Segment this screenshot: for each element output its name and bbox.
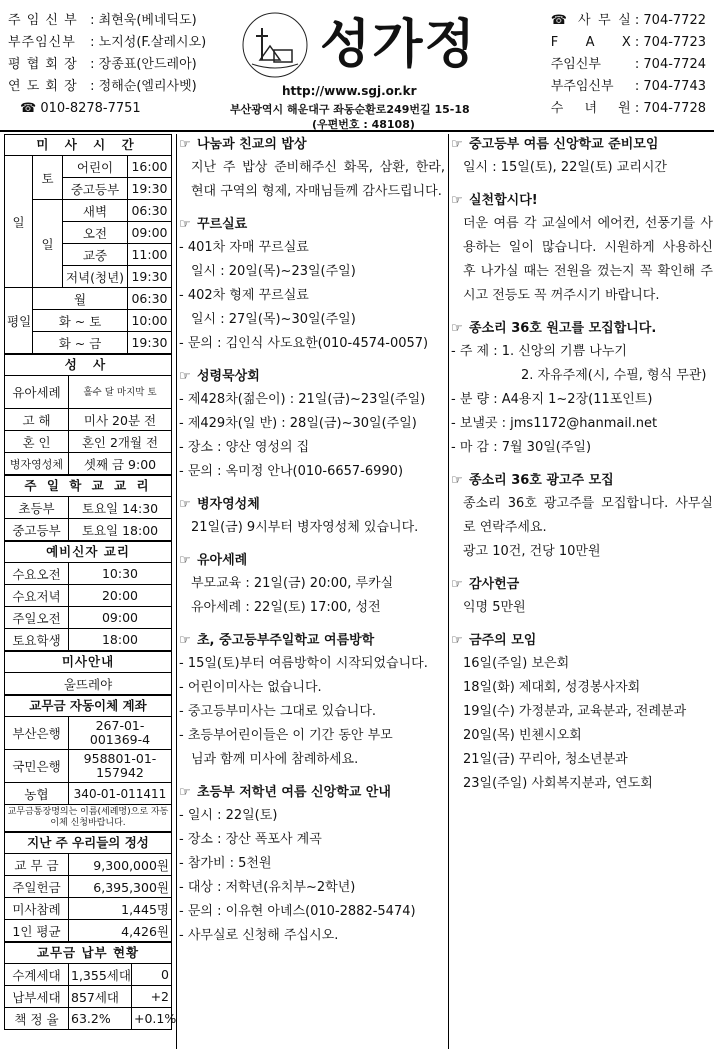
announcement-line: 일시 : 15일(토), 22일(토) 교리시간 xyxy=(463,160,667,175)
announcement-line: - 15일(토)부터 여름방학이 시작되었습니다. xyxy=(179,656,428,671)
pointing-hand-icon: ☞ xyxy=(179,217,191,232)
announcement-title xyxy=(451,190,713,212)
clergy-row: 부주임신부 : 노지성(F.살레시오) xyxy=(8,35,207,50)
pointing-hand-icon: ☞ xyxy=(179,633,191,648)
announcement-line: - 일시 : 22일(토) xyxy=(179,808,278,823)
announcement-list xyxy=(179,804,445,948)
announcement-title xyxy=(451,318,713,340)
pointing-hand-icon: ☞ xyxy=(451,633,463,648)
announcement-section xyxy=(179,366,445,484)
sacrament-table: 유아세례 홀수 달 마지막 토 고 해 미사 20분 전 혼 인 혼인 2개월 전 병자영성체 셋째 금 9:00 xyxy=(4,375,172,475)
pointing-hand-icon: ☞ xyxy=(451,193,463,208)
bulletin-title: 성가정 xyxy=(320,14,477,75)
announcement-line: 일시 : 27일(목)~30일(주일) xyxy=(191,312,356,327)
announcement-title xyxy=(179,630,445,652)
announcement-list xyxy=(179,516,445,540)
announcement-title-text: 실천합시다! xyxy=(469,193,538,208)
announcement-title-text: 초등부 저학년 여름 신앙학교 안내 xyxy=(197,785,391,800)
announcement-title-text: 초, 중고등부주일학교 여름방학 xyxy=(197,633,375,648)
announcement-section xyxy=(179,782,445,948)
announcement-title-text: 종소리 36호 광고주 모집 xyxy=(469,473,614,488)
announcement-list xyxy=(179,652,445,772)
announcement-title xyxy=(179,494,445,516)
pointing-hand-icon: ☞ xyxy=(179,785,191,800)
sunday-school-title: 주 일 학 교 교 리 xyxy=(4,475,172,496)
church-logo-icon xyxy=(240,10,310,80)
postal-code: (우편번호 : 48108) xyxy=(312,118,415,131)
announcement-line: 16일(주일) 보은회 xyxy=(463,656,570,671)
contact-row: ☎ 사 무 실 : 704-7722 xyxy=(550,13,706,28)
announcement-title xyxy=(451,134,713,156)
announcement-line: 일시 : 20일(목)~23일(주일) xyxy=(191,264,356,279)
announcement-line: - 참가비 : 5천원 xyxy=(179,856,272,871)
dues-title: 교무금 납부 현황 xyxy=(4,942,172,963)
announcement-line: 18일(화) 제대회, 성경봉사자회 xyxy=(463,680,641,695)
announcement-list xyxy=(451,652,713,796)
announcement-list xyxy=(179,572,445,620)
announcement-title-text: 유아세례 xyxy=(197,553,248,568)
announcement-title xyxy=(179,550,445,572)
announcement-line: 부모교육 : 21일(금) 20:00, 루카실 xyxy=(191,576,394,591)
announcement-title xyxy=(451,470,713,492)
announcement-line: - 주 제 : 1. 신앙의 기쁨 나누기 xyxy=(451,344,627,359)
announcement-section xyxy=(179,134,445,204)
transfer-title: 교무금 자동이체 계좌 xyxy=(4,695,172,716)
announcement-section xyxy=(451,574,713,620)
announcement-line: 유아세례 : 22일(토) 17:00, 성전 xyxy=(191,600,381,615)
announcement-line: - 401차 자매 꾸르실료 xyxy=(179,240,309,255)
announcement-title-text: 중고등부 여름 신앙학교 준비모임 xyxy=(469,137,659,152)
announcement-section xyxy=(451,318,713,460)
announcement-line: - 제429차(일 반) : 28일(금)~30일(주일) xyxy=(179,416,417,431)
announcement-body: 광고 10건, 건당 10만원 xyxy=(463,544,601,559)
announcement-line: 19일(수) 가정분과, 교육분과, 전례분과 xyxy=(463,704,687,719)
mass-guide-title: 미사안내 xyxy=(4,651,172,672)
catechumen-title: 예비신자 교리 xyxy=(4,541,172,562)
announcement-list xyxy=(451,596,713,620)
contact-row: 수 녀 원 : 704-7728 xyxy=(550,101,706,116)
contact-row: 부주임신부 : 704-7743 xyxy=(550,79,706,94)
pointing-hand-icon: ☞ xyxy=(451,321,463,336)
announcement-line[interactable]: - 문의 : 옥미정 안나(010-6657-6990) xyxy=(179,464,404,479)
announcement-body: 지난 주 밥상 준비해주신 화목, 삼환, 한라, 현대 구역의 형제, 자매님들께 감사드립니다. xyxy=(191,160,445,199)
announcement-section xyxy=(451,134,713,180)
announcement-title-text: 병자영성체 xyxy=(197,497,260,512)
announcement-line: - 초등부어린이들은 이 기간 동안 부모 xyxy=(179,728,393,743)
announcement-line: 20일(목) 빈첸시오회 xyxy=(463,728,582,743)
church-address: 부산광역시 해운대구 좌동순환로249번길 15-18 xyxy=(230,103,470,116)
pointing-hand-icon: ☞ xyxy=(451,473,463,488)
announcement-title xyxy=(179,134,445,156)
sidebar xyxy=(4,134,177,1030)
pointing-hand-icon: ☞ xyxy=(451,577,463,592)
announcement-section xyxy=(179,214,445,356)
website-url[interactable]: http://www.sgj.or.kr xyxy=(282,84,417,98)
pointing-hand-icon: ☞ xyxy=(179,497,191,512)
announcement-line: 님과 함께 미사에 참례하세요. xyxy=(191,752,359,767)
announcement-section xyxy=(179,630,445,772)
clergy-row: 평 협 회 장 : 장종표(안드레아) xyxy=(8,57,197,72)
mass-times-table: 일 토 어린이 16:00 중고등부 19:30 일 새벽 06:30 오전 09:00 교중 11:00 저녁(청년) 19:30 평일 월 06:30 화 ~ 토 10:00 화 ~ 금 19:30 xyxy=(4,155,172,354)
announcement-title xyxy=(451,630,713,652)
dues-table: 수계세대 1,355세대 0 납부세대 857세대 +2 책 정 율 63.2% +0.1% xyxy=(4,963,172,1030)
offering-title: 지난 주 우리들의 정성 xyxy=(4,832,172,853)
announcement-line: - 장소 : 양산 영성의 집 xyxy=(179,440,310,455)
announcement-line: - 어린이미사는 없습니다. xyxy=(179,680,322,695)
announcement-title xyxy=(451,574,713,596)
sacrament-title: 성 사 xyxy=(4,354,172,375)
announcement-list xyxy=(179,388,445,484)
announcement-line: - 마 감 : 7월 30일(주일) xyxy=(451,440,592,455)
clergy-info xyxy=(8,10,206,120)
mass-times-title: 미 사 시 간 xyxy=(4,134,172,155)
announcement-line: - 분 량 : A4용지 1~2장(11포인트) xyxy=(451,392,653,407)
header xyxy=(0,0,714,132)
announcement-line: - 사무실로 신청해 주십시오. xyxy=(179,928,339,943)
phone-number: ☎ 010-8278-7751 xyxy=(20,101,141,116)
announcement-body: 더운 여름 각 교실에서 에어컨, 선풍기를 사용하는 일이 많습니다. 시원하게 사용하신 후 나가실 때는 전원을 껐는지 꼭 확인해 주시고 전등도 꼭 꺼주시기 바랍니다. xyxy=(463,216,713,303)
clergy-row: 연 도 회 장 : 정해순(엘리사벳) xyxy=(8,79,197,94)
announcement-line: 23일(주일) 사회복지분과, 연도회 xyxy=(463,776,653,791)
announcement-line: - 402차 형제 꾸르실료 xyxy=(179,288,309,303)
contact-row: F A X : 704-7723 xyxy=(550,35,706,50)
announcement-title-text: 나눔과 친교의 밥상 xyxy=(197,137,307,152)
announcement-title-text: 꾸르실료 xyxy=(197,217,248,232)
announcement-title-text: 성령묵상회 xyxy=(197,369,260,384)
announcement-line: 21일(금) 꾸리아, 청소년분과 xyxy=(463,752,628,767)
pointing-hand-icon: ☞ xyxy=(179,137,191,152)
announcement-line[interactable]: - 보낼곳 : jms1172@hanmail.net xyxy=(451,416,658,431)
announcement-line[interactable]: - 문의 : 김인식 사도요한(010-4574-0057) xyxy=(179,336,429,351)
transfer-note: 교무금통장명의는 이름(세례명)으로 자동이체 신청바랍니다. xyxy=(4,805,172,832)
announcement-section xyxy=(451,190,713,308)
announcement-title xyxy=(179,214,445,236)
announcement-line: 익명 5만원 xyxy=(463,600,526,615)
announcement-section xyxy=(179,550,445,620)
announcement-line: - 중고등부미사는 그대로 있습니다. xyxy=(179,704,377,719)
announcement-list xyxy=(451,340,713,460)
announcement-line: 2. 자유주제(시, 수필, 형식 무관) xyxy=(521,368,707,383)
announcement-section xyxy=(179,494,445,540)
announcement-title xyxy=(179,366,445,388)
announcements-column-2 xyxy=(448,134,713,1049)
announcement-line[interactable]: - 문의 : 이유현 아녜스(010-2882-5474) xyxy=(179,904,416,919)
announcement-list xyxy=(179,236,445,356)
mass-guide-table: 울뜨레야 xyxy=(4,672,172,695)
clergy-row: 주 임 신 부 : 최현욱(베네딕도) xyxy=(8,13,197,28)
announcement-list xyxy=(451,156,713,180)
pointing-hand-icon: ☞ xyxy=(451,137,463,152)
announcement-line: 21일(금) 9시부터 병자영성체 있습니다. xyxy=(191,520,419,535)
contact-row: 주임신부 : 704-7724 xyxy=(550,57,706,72)
announcement-body: 종소리 36호 광고주를 모집합니다. 사무실로 연락주세요. xyxy=(463,496,713,535)
pointing-hand-icon: ☞ xyxy=(179,553,191,568)
announcement-line: - 대상 : 저학년(유치부~2학년) xyxy=(179,880,356,895)
announcement-title-text: 감사헌금 xyxy=(469,577,520,592)
catechumen-table: 수요오전 10:30 수요저녁 20:00 주일오전 09:00 토요학생 18:00 xyxy=(4,562,172,651)
announcement-title xyxy=(179,782,445,804)
announcements-column-1 xyxy=(176,134,445,1049)
transfer-table: 부산은행 267-01- 001369-4 국민은행 958801-01- 157942 농협 340-01-011411 xyxy=(4,716,172,805)
offering-table: 교 무 금 9,300,000원 주일헌금 6,395,300원 미사참례 1,445명 1인 평균 4,426원 xyxy=(4,853,172,942)
pointing-hand-icon: ☞ xyxy=(179,369,191,384)
announcement-title-text: 금주의 모임 xyxy=(469,633,537,648)
sunday-school-table: 초등부 토요일 14:30 중고등부 토요일 18:00 xyxy=(4,496,172,541)
announcement-line: - 제428차(젊은이) : 21일(금)~23일(주일) xyxy=(179,392,426,407)
announcement-section xyxy=(451,630,713,796)
announcement-section xyxy=(451,470,713,564)
announcement-line: - 장소 : 장산 폭포사 계곡 xyxy=(179,832,322,847)
announcement-title-text: 종소리 36호 원고를 모집합니다. xyxy=(469,321,657,336)
contact-numbers xyxy=(551,10,706,120)
